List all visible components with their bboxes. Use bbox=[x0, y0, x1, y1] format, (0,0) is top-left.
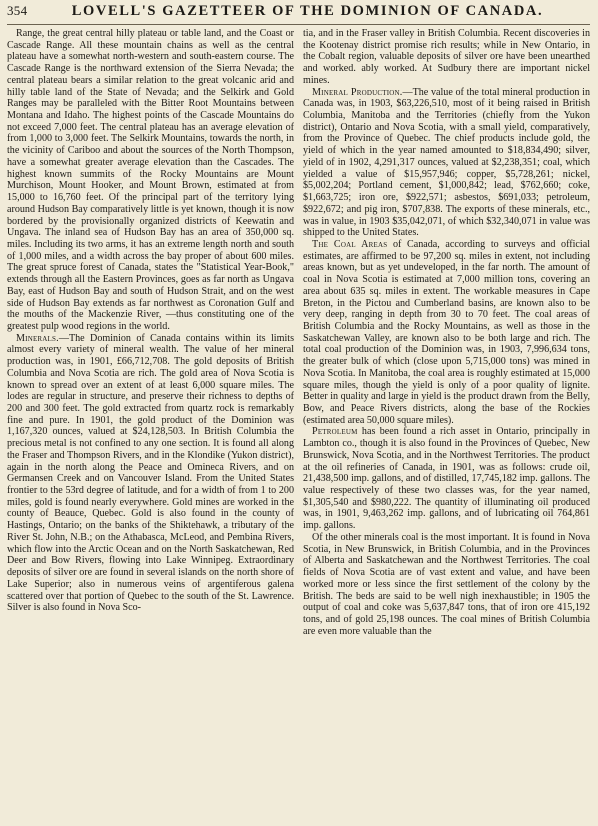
paragraph bbox=[303, 239, 590, 427]
text-columns bbox=[7, 28, 590, 637]
paragraph-text: —The Dominion of Canada contains within its limits almost every variety of mineral wealth. The value of her mineral production was, in 1901, £66,712,708. The gold deposits of British Columbia and Nova Scotia are rich. The gold area of Nova Scotia is known to spread over an extent of at least 6,000 square miles. The lodes are regular in structure, and preserve their richness to depths of 200 and 300 feet. The gold extracted from quartz rock is remarkably fine and pure. In 1901, the gold product of the Dominion was 1,167,320 ounces, valued at $24,128,503. In British Columbia the precious metal is not confined to any one section. It is found all along the Fraser and Thompson Rivers, and in the Klondike (Yukon district), again in the north along the Peace and Omineca Rivers, and on Germansen Creek and on Vancouver Island. From the United States frontier to the 53rd degree of latitude, and for a width of from 1 to 200 miles, gold is found nearly everywhere. Gold mines are worked in the county of Beauce, Quebec. Gold is also found in the county of Hastings, Ontario; on the banks of the Shiktehawk, a tributary of the River St. John, N.B.; on the Athabasca, McLeod, and Pembina Rivers, which flow into the Arctic Ocean and on the North Saskatchewan, Red Deer and Bow Rivers, flowing into Lake Winnipeg. Extraordinary deposits of silver ore are found in several islands on the north shore of Lake Superior; also in numerous veins of argentiferous galena scattered over that portion of Quebec to the south of the St. Lawrence. Silver is also found in Nova Sco- bbox=[7, 332, 294, 614]
paragraph bbox=[7, 28, 294, 333]
right-column bbox=[303, 28, 590, 637]
left-column bbox=[7, 28, 294, 637]
paragraph-text: has been found a rich asset in Ontario, principally in Lambton co., though it is also found in the Provinces of Quebec, New Brunswick, Nova Scotia, and in the Northwest Territories. The product at the oil refineries of Canada, in 1901, was as follows: crude oil, 21,438,500 imp. gallons, and of distilled, 17,745,182 imp. gallons. The value respectively of these two classes was, for the year named, $1,305,540 and $980,222. The quantity of illuminating oil produced was, in 1901, 9,463,262 imp. gallons, and of lubricating oil 764,861 imp. gallons. bbox=[303, 426, 590, 532]
page-number: 354 bbox=[7, 3, 28, 18]
paragraph bbox=[303, 28, 590, 87]
paragraph-text: Range, the great central hilly plateau or table land, and the Coast or Cascade Range. All these mountain chains as well as the central plateau have a somewhat north-western and south-eastern course. The Cascade Range is the northward extension of the Sierra Nevada; the central plateau bears a similar relation to the great volcanic arid and hilly table land of the State of Nevada; and the Selkirk and Gold Ranges may be paralleled with the Bitter Root Mountains between Montana and Idaho. The highest points of the Cascade Mountains do not exceed 7,000 feet. The central plateau has an average elevation of from 1,000 to 3,000 feet. The Selkirk Mountains, towards the north, in the vicinity of Cariboo and about the sources of the North Thompson, have a somewhat greater average elevation than the Cascades. The highest known summits of the Rocky Mountains are Mount Murchison, Mount Hooker, and Mount Brown, estimated at from 15,000 to 16,760 feet. Of the principal part of the territory lying around Hudson Bay comparatively little is yet known, though it is now bordered by the provisionally organized districts of Keewatin and Ungava. The inland sea of Hudson Bay has an area of 350,000 sq. miles. Including its two arms, it has an extreme length north and south of 1,000 miles, and a width across the bay proper of about 600 miles. The great spruce forest of Canada, states the "Statistical Year-Book," extends through all the Eastern Provinces, goes as far north as Ungava Bay, east of Hudson Bay and south of Hudson Strait, and on the west side of Hudson Bay extends as far northwest as Coronation Gulf and the mouths of the Mackenzie River, —thus constituting one of the greatest pulp wood regions in the world. bbox=[7, 28, 294, 332]
section-heading: Mineral Production. bbox=[312, 86, 403, 98]
paragraph bbox=[7, 333, 294, 614]
paragraph-text: Of the other minerals coal is the most important. It is found in Nova Scotia, in New Brunswick, in British Columbia, and in the Provinces of Alberta and Saskatchewan and the Northwest Territories. The coal fields of Nova Scotia are of vast extent and value, and have been worked more or less since the first settlement of the colony by the British. The beds are said to be well nigh inexhaustible; in 1905 the output of coal and coke was 5,637,847 tons, that of iron ore 415,192 tons, and of gold 25,198 ounces. The coal mines of British Columbia are even more valuable than the bbox=[303, 531, 590, 637]
running-title: LOVELL'S GAZETTEER OF THE DOMINION OF CANADA. bbox=[71, 3, 544, 19]
section-heading: Minerals. bbox=[16, 332, 59, 344]
page-header bbox=[7, 3, 590, 25]
section-heading: The Coal Areas bbox=[312, 238, 388, 250]
paragraph bbox=[303, 426, 590, 531]
paragraph-text: of Canada, according to surveys and official estimates, are affirmed to be 97,200 sq. miles in extent, not including areas known, but as yet undeveloped, in the far north. The amount of coal in Nova Scotia is estimated at 7,000 million tons, covering an area about 635 sq. miles in extent. The workable measures in Cape Breton, in the Pictou and Cumberland basins, are known also to be very deep, ranging in depth from 30 to 70 feet. The coal areas of British Columbia and the Rocky Mountains, as well as those in the Saskatchewan Valley, are known also to be both large and rich. The total coal production of the Dominion was, in 1903, 7,996,634 tons, the greater bulk of which (close upon 5,715,000 tons) was mined in Nova Scotia. In Manitoba, the coal area is roughly estimated at 15,000 square miles, though the yield is only of a poor quality of lignite. Better in quality and large in yield is the product drawn from the Belly, Bow, and Peace Rivers districts, along the base of the Rockies (estimated area 50,000 square miles). bbox=[303, 238, 590, 426]
paragraph-text: tia, and in the Fraser valley in British Columbia. Recent discoveries in the Kootenay district promise rich results; while in New Ontario, in the Cobalt region, valuable deposits of silver ore have been unearthed and worked. ably worked. At Sudbury there are important nickel mines. bbox=[303, 28, 590, 86]
paragraph bbox=[303, 532, 590, 637]
paragraph-text: —The value of the total mineral production in Canada was, in 1903, $63,226,510, most of it being raised in British Columbia, Manitoba and the Territories (chiefly from the Yukon district), Ontario and Nova Scotia, with a small yield, comparatively, from the Province of Quebec. The chief products include gold, the yield of which in the year named amounted to $18,834,490; silver, yield of in 1902, 4,291,317 ounces, valued at $2,238,351; coal, which yielded a value of $15,957,946; copper, $5,728,261; nickel, $5,002,204; Portland cement, $1,000,842; lead, $762,660; coke, $1,663,725; iron ore, $922,571; asbestos, $691,033; petroleum, $922,672; and pig iron, $707,838. The exports of these minerals, etc., was in value, in 1903 $35,042,071, of which $32,340,071 in value was shipped to the United States. bbox=[303, 86, 590, 239]
paragraph bbox=[303, 87, 590, 239]
section-heading: Petroleum bbox=[312, 426, 358, 438]
